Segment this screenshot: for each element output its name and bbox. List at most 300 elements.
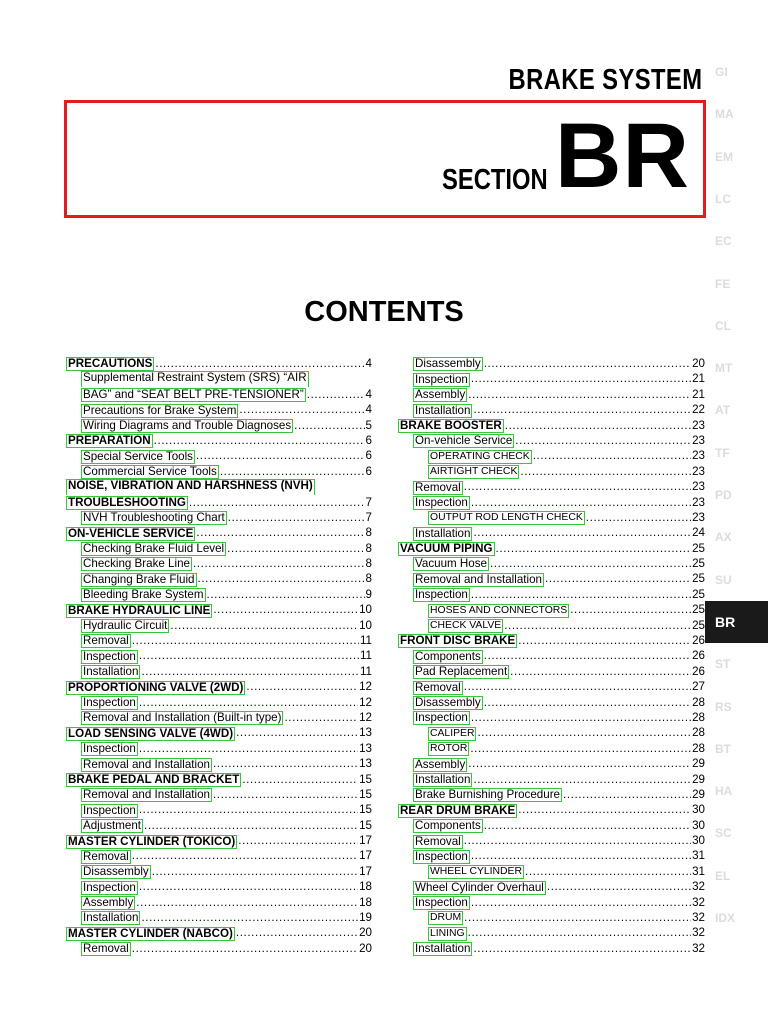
toc-page-number: 13 bbox=[359, 757, 372, 771]
toc-entry[interactable] bbox=[66, 648, 372, 663]
toc-entry[interactable] bbox=[398, 510, 705, 525]
toc-dot-leader bbox=[586, 510, 691, 525]
toc-entry[interactable] bbox=[398, 571, 705, 586]
section-tab-fe[interactable]: FE bbox=[715, 276, 731, 291]
toc-entry-link[interactable]: Inspection bbox=[83, 880, 136, 894]
toc-entry-link[interactable]: NOISE, VIBRATION AND HARSHNESS (NVH) bbox=[66, 479, 315, 494]
toc-dot-leader bbox=[473, 402, 691, 417]
toc-dot-leader bbox=[471, 710, 691, 725]
toc-entry[interactable] bbox=[66, 925, 372, 940]
toc-entry-link[interactable]: CALIPER bbox=[430, 727, 475, 739]
toc-page-number: 21 bbox=[692, 387, 705, 401]
toc-entry-link[interactable]: VACUUM PIPING bbox=[400, 542, 493, 556]
toc-dot-leader bbox=[170, 618, 358, 633]
toc-entry-link[interactable]: Bleeding Brake System bbox=[83, 588, 204, 602]
section-tab-mt[interactable]: MT bbox=[715, 361, 733, 376]
toc-entry-link[interactable]: Checking Brake Fluid Level bbox=[83, 542, 225, 556]
toc-entry[interactable] bbox=[66, 710, 372, 725]
toc-dot-leader bbox=[504, 618, 691, 633]
toc-dot-leader bbox=[518, 802, 691, 817]
toc-page-number: 30 bbox=[692, 834, 705, 848]
toc-entry[interactable] bbox=[398, 879, 705, 894]
toc-page-number: 4 bbox=[365, 356, 372, 370]
toc-page-number: 23 bbox=[692, 480, 705, 494]
toc-entry[interactable] bbox=[398, 741, 705, 756]
toc-page-number: 25 bbox=[692, 557, 705, 571]
toc-page-number: 23 bbox=[692, 510, 705, 524]
toc-page-number: 15 bbox=[359, 787, 372, 801]
toc-entry-link[interactable]: LOAD SENSING VALVE (4WD) bbox=[68, 726, 234, 740]
toc-entry[interactable] bbox=[66, 571, 372, 586]
toc-entry-link[interactable]: Inspection bbox=[83, 695, 136, 709]
toc-dot-leader bbox=[213, 756, 358, 771]
toc-entry-link[interactable]: LINING bbox=[430, 927, 465, 939]
toc-entry-link[interactable]: PRECAUTIONS bbox=[68, 357, 153, 371]
toc-entry-link[interactable]: AIRTIGHT CHECK bbox=[430, 466, 518, 478]
toc-entry-link[interactable]: ROTOR bbox=[430, 743, 468, 755]
toc-page-number: 28 bbox=[692, 726, 705, 740]
toc-entry[interactable] bbox=[398, 787, 705, 802]
toc-page-number: 9 bbox=[365, 587, 372, 601]
toc-page-number: 5 bbox=[365, 418, 372, 432]
toc-entry-link[interactable]: TROUBLESHOOTING bbox=[68, 495, 186, 509]
toc-entry-link[interactable]: NVH Troubleshooting Chart bbox=[83, 511, 225, 525]
toc-entry-link[interactable]: Inspection bbox=[83, 649, 136, 663]
toc-dot-leader bbox=[139, 695, 358, 710]
toc-entry-link[interactable]: Installation bbox=[83, 911, 139, 925]
toc-entry-link[interactable]: BAG” and “SEAT BELT PRE-TENSIONER” bbox=[83, 388, 304, 402]
toc-dot-leader bbox=[518, 633, 691, 648]
toc-page-number: 25 bbox=[692, 603, 705, 617]
section-tab-st[interactable]: ST bbox=[715, 657, 731, 672]
toc-entry-link[interactable]: Vacuum Hose bbox=[415, 557, 487, 571]
toc-dot-leader bbox=[473, 941, 691, 956]
toc-dot-leader bbox=[470, 741, 691, 756]
toc-entry[interactable] bbox=[66, 495, 372, 510]
section-tab-sc[interactable]: SC bbox=[715, 826, 732, 841]
toc-entry[interactable] bbox=[398, 864, 705, 879]
toc-page-number: 12 bbox=[359, 710, 372, 724]
toc-page-number: 10 bbox=[359, 603, 372, 617]
toc-entry[interactable] bbox=[398, 772, 705, 787]
toc-dot-leader bbox=[471, 895, 691, 910]
toc-dot-leader bbox=[471, 587, 691, 602]
toc-entry[interactable] bbox=[66, 818, 372, 833]
toc-entry[interactable] bbox=[66, 602, 372, 617]
toc-entry[interactable] bbox=[398, 849, 705, 864]
toc-page-number: 23 bbox=[692, 418, 705, 432]
toc-page-number: 21 bbox=[692, 372, 705, 386]
toc-entry[interactable] bbox=[66, 541, 372, 556]
toc-dot-leader bbox=[471, 848, 691, 863]
toc-entry-link[interactable]: Inspection bbox=[83, 742, 136, 756]
toc-entry[interactable] bbox=[398, 802, 705, 817]
toc-page-number: 29 bbox=[692, 757, 705, 771]
toc-entry-link[interactable]: Special Service Tools bbox=[83, 449, 193, 463]
section-tab-idx[interactable]: IDX bbox=[715, 911, 736, 925]
toc-entry-link[interactable]: WHEEL CYLINDER bbox=[430, 866, 522, 878]
section-tab-lc[interactable]: LC bbox=[715, 191, 731, 206]
toc-entry[interactable] bbox=[66, 479, 372, 494]
toc-entry[interactable] bbox=[398, 664, 705, 679]
toc-entry[interactable] bbox=[398, 618, 705, 633]
toc-entry[interactable] bbox=[398, 556, 705, 571]
toc-entry[interactable] bbox=[66, 633, 372, 648]
toc-entry[interactable] bbox=[398, 833, 705, 848]
toc-entry[interactable] bbox=[66, 772, 372, 787]
toc-entry-link[interactable]: Inspection bbox=[415, 896, 468, 910]
section-tab-ec[interactable]: EC bbox=[715, 234, 732, 249]
toc-entry-link[interactable]: On-vehicle Service bbox=[415, 434, 513, 448]
toc-entry[interactable] bbox=[398, 433, 705, 448]
toc-dot-leader bbox=[196, 525, 364, 540]
toc-page-number: 26 bbox=[692, 634, 705, 648]
toc-page-number: 30 bbox=[692, 803, 705, 817]
toc-dot-leader bbox=[220, 464, 365, 479]
toc-entry[interactable] bbox=[66, 895, 372, 910]
toc-entry[interactable] bbox=[66, 787, 372, 802]
toc-entry-link[interactable]: Disassembly bbox=[415, 695, 481, 709]
toc-dot-leader bbox=[473, 772, 691, 787]
toc-entry[interactable] bbox=[398, 695, 705, 710]
section-tab-br[interactable]: BR bbox=[705, 601, 768, 643]
section-tab-ha[interactable]: HA bbox=[715, 784, 733, 799]
toc-dot-leader bbox=[484, 648, 691, 663]
toc-entry[interactable] bbox=[398, 679, 705, 694]
toc-entry[interactable] bbox=[398, 525, 705, 540]
section-tab-cl[interactable]: CL bbox=[715, 318, 731, 333]
toc-entry-link[interactable]: HOSES AND CONNECTORS bbox=[430, 604, 568, 616]
toc-entry-link[interactable]: Supplemental Restraint System (SRS) “AIR bbox=[81, 371, 309, 386]
toc-dot-leader bbox=[525, 864, 691, 879]
toc-page-number: 4 bbox=[365, 387, 372, 401]
toc-entry[interactable] bbox=[66, 802, 372, 817]
toc-dot-leader bbox=[520, 464, 691, 479]
toc-dot-leader bbox=[284, 710, 358, 725]
toc-entry[interactable] bbox=[398, 479, 705, 494]
toc-entry-link[interactable]: Installation bbox=[83, 665, 139, 679]
toc-page-number: 8 bbox=[365, 572, 372, 586]
section-tab-em[interactable]: EM bbox=[715, 149, 733, 164]
toc-page-number: 15 bbox=[359, 818, 372, 832]
toc-page-number: 17 bbox=[359, 834, 372, 848]
toc-entry[interactable] bbox=[66, 941, 372, 956]
toc-dot-leader bbox=[510, 664, 691, 679]
toc-dot-leader bbox=[242, 772, 358, 787]
toc-entry-link[interactable]: Brake Burnishing Procedure bbox=[415, 788, 561, 802]
toc-entry-link[interactable]: PROPORTIONING VALVE (2WD) bbox=[68, 680, 244, 694]
toc-page-number: 27 bbox=[692, 680, 705, 694]
toc-dot-leader bbox=[547, 879, 691, 894]
toc-page-number: 20 bbox=[359, 926, 372, 940]
toc-entry-link[interactable]: OUTPUT ROD LENGTH CHECK bbox=[430, 512, 583, 524]
toc-page-number: 25 bbox=[692, 541, 705, 555]
toc-dot-leader bbox=[473, 525, 691, 540]
toc-entry[interactable] bbox=[398, 418, 705, 433]
toc-entry-link[interactable]: FRONT DISC BRAKE bbox=[400, 634, 516, 648]
toc-dot-leader bbox=[139, 879, 358, 894]
toc-entry[interactable] bbox=[66, 849, 372, 864]
toc-dot-leader bbox=[505, 418, 691, 433]
toc-entry-link[interactable]: Adjustment bbox=[83, 819, 141, 833]
toc-entry[interactable] bbox=[66, 387, 372, 402]
contents-heading: CONTENTS bbox=[304, 296, 464, 328]
toc-entry[interactable] bbox=[66, 510, 372, 525]
toc-page-number: 26 bbox=[692, 664, 705, 678]
toc-dot-leader bbox=[152, 864, 358, 879]
toc-entry-link[interactable]: BRAKE HYDRAULIC LINE bbox=[68, 603, 211, 617]
toc-page-number: 29 bbox=[692, 772, 705, 786]
toc-dot-leader bbox=[246, 679, 358, 694]
toc-dot-leader bbox=[139, 648, 359, 663]
toc-entry-link[interactable]: Installation bbox=[415, 526, 471, 540]
toc-page-number: 23 bbox=[692, 464, 705, 478]
toc-entry-link[interactable]: Commercial Service Tools bbox=[83, 465, 217, 479]
toc-entry[interactable] bbox=[66, 371, 372, 386]
toc-entry[interactable] bbox=[398, 925, 705, 940]
toc-entry[interactable] bbox=[398, 541, 705, 556]
toc-entry-link[interactable]: Removal bbox=[83, 849, 129, 863]
toc-dot-leader bbox=[471, 371, 691, 386]
toc-entry-link[interactable]: Hydraulic Circuit bbox=[83, 619, 168, 633]
toc-entry[interactable] bbox=[398, 756, 705, 771]
toc-entry[interactable] bbox=[66, 448, 372, 463]
toc-dot-leader bbox=[545, 571, 691, 586]
toc-page-number: 11 bbox=[359, 634, 372, 648]
toc-entry[interactable] bbox=[66, 433, 372, 448]
toc-entry[interactable] bbox=[66, 879, 372, 894]
toc-entry-link[interactable]: MASTER CYLINDER (NABCO) bbox=[68, 926, 233, 940]
toc-dot-leader bbox=[464, 833, 691, 848]
toc-entry-link[interactable]: OPERATING CHECK bbox=[430, 450, 530, 462]
toc-entry[interactable] bbox=[398, 941, 705, 956]
toc-page-number: 25 bbox=[692, 587, 705, 601]
toc-entry[interactable] bbox=[66, 664, 372, 679]
toc-page-number: 25 bbox=[692, 618, 705, 632]
toc-dot-leader bbox=[207, 587, 365, 602]
toc-entry-link[interactable]: Removal and Installation bbox=[83, 788, 210, 802]
toc-entry-link[interactable]: Inspection bbox=[415, 849, 468, 863]
toc-entry-link[interactable]: CHECK VALVE bbox=[430, 620, 502, 632]
toc-entry[interactable] bbox=[66, 587, 372, 602]
section-tab-su[interactable]: SU bbox=[715, 572, 732, 587]
toc-dot-leader bbox=[464, 679, 691, 694]
toc-dot-leader bbox=[238, 833, 358, 848]
toc-page-number: 6 bbox=[365, 449, 372, 463]
toc-entry-link[interactable]: Disassembly bbox=[415, 357, 481, 371]
section-index-tabs bbox=[705, 0, 768, 1024]
toc-page-number: 23 bbox=[692, 433, 705, 447]
toc-dot-leader bbox=[213, 602, 358, 617]
toc-entry-link[interactable]: DRUM bbox=[430, 912, 462, 924]
toc-dot-leader bbox=[155, 356, 364, 371]
toc-page-number: 23 bbox=[692, 449, 705, 463]
toc-entry-link[interactable]: Installation bbox=[415, 403, 471, 417]
toc-page-number: 13 bbox=[359, 726, 372, 740]
toc-entry-link[interactable]: ON-VEHICLE SERVICE bbox=[68, 526, 194, 540]
toc-entry[interactable] bbox=[66, 725, 372, 740]
toc-page-number: 7 bbox=[365, 495, 372, 509]
toc-dot-leader bbox=[227, 541, 364, 556]
toc-entry-link[interactable]: Inspection bbox=[415, 495, 468, 509]
toc-entry-link[interactable]: Removal bbox=[415, 480, 461, 494]
section-tab-at[interactable]: AT bbox=[715, 403, 731, 418]
toc-entry[interactable] bbox=[66, 618, 372, 633]
toc-entry[interactable] bbox=[398, 818, 705, 833]
toc-page-number: 8 bbox=[365, 526, 372, 540]
toc-entry-link[interactable]: REAR DRUM BRAKE bbox=[400, 803, 516, 817]
toc-dot-leader bbox=[154, 433, 365, 448]
section-tab-gi[interactable]: GI bbox=[715, 65, 728, 79]
toc-entry[interactable] bbox=[66, 695, 372, 710]
toc-dot-leader bbox=[464, 479, 691, 494]
toc-entry[interactable] bbox=[398, 495, 705, 510]
section-tab-tf[interactable]: TF bbox=[715, 445, 730, 460]
toc-entry[interactable] bbox=[66, 464, 372, 479]
section-tab-bt[interactable]: BT bbox=[715, 741, 731, 756]
toc-entry[interactable] bbox=[66, 741, 372, 756]
toc-page-number: 23 bbox=[692, 495, 705, 509]
toc-dot-leader bbox=[490, 556, 691, 571]
toc-entry[interactable] bbox=[398, 448, 705, 463]
toc-dot-leader bbox=[132, 633, 359, 648]
toc-entry[interactable] bbox=[66, 418, 372, 433]
section-code: BR bbox=[555, 105, 690, 207]
toc-dot-leader bbox=[533, 448, 691, 463]
toc-page-number: 12 bbox=[359, 695, 372, 709]
toc-entry-link[interactable]: Removal bbox=[83, 634, 129, 648]
toc-entry[interactable] bbox=[398, 371, 705, 386]
section-tab-rs[interactable]: RS bbox=[715, 699, 732, 714]
section-tab-pd[interactable]: PD bbox=[715, 488, 732, 502]
toc-entry[interactable] bbox=[398, 464, 705, 479]
toc-dot-leader bbox=[196, 448, 365, 463]
toc-dot-leader bbox=[213, 787, 358, 802]
toc-entry-link[interactable]: Precautions for Brake System bbox=[83, 403, 237, 417]
toc-entry-link[interactable]: Changing Brake Fluid bbox=[83, 572, 195, 586]
toc-entry[interactable] bbox=[398, 587, 705, 602]
toc-entry-link[interactable]: Removal bbox=[415, 834, 461, 848]
toc-dot-leader bbox=[139, 802, 358, 817]
toc-entry-link[interactable]: Assembly bbox=[415, 757, 466, 771]
toc-page-number: 13 bbox=[359, 741, 372, 755]
toc-dot-leader bbox=[471, 495, 691, 510]
toc-page-number: 17 bbox=[359, 864, 372, 878]
toc-entry-link[interactable]: Inspection bbox=[415, 588, 468, 602]
toc-entry[interactable] bbox=[398, 895, 705, 910]
toc-entry[interactable] bbox=[66, 864, 372, 879]
toc-entry-link[interactable]: Removal bbox=[415, 680, 461, 694]
toc-entry-link[interactable]: Assembly bbox=[415, 388, 466, 402]
toc-page-number: 20 bbox=[692, 356, 705, 370]
toc-entry-link[interactable]: Inspection bbox=[415, 372, 468, 386]
toc-page-number: 24 bbox=[692, 526, 705, 540]
toc-page-number: 4 bbox=[365, 403, 372, 417]
toc-entry[interactable] bbox=[398, 602, 705, 617]
toc-entry-link[interactable]: Removal and Installation bbox=[415, 572, 542, 586]
toc-entry-link[interactable]: Components bbox=[415, 819, 481, 833]
toc-entry[interactable] bbox=[398, 387, 705, 402]
toc-dot-leader bbox=[144, 818, 358, 833]
toc-dot-leader bbox=[563, 787, 691, 802]
toc-dot-leader bbox=[236, 925, 358, 940]
toc-entry[interactable] bbox=[66, 356, 372, 371]
toc-entry-link[interactable]: Assembly bbox=[83, 896, 134, 910]
toc-entry-link[interactable]: Inspection bbox=[83, 803, 136, 817]
toc-entry-link[interactable]: BRAKE PEDAL AND BRACKET bbox=[68, 772, 240, 786]
toc-entry[interactable] bbox=[66, 910, 372, 925]
toc-dot-leader bbox=[468, 387, 691, 402]
toc-entry[interactable] bbox=[398, 648, 705, 663]
toc-entry-link[interactable]: Installation bbox=[415, 942, 471, 956]
toc-page-number: 26 bbox=[692, 649, 705, 663]
toc-page-number: 28 bbox=[692, 695, 705, 709]
toc-entry[interactable] bbox=[398, 710, 705, 725]
toc-entry[interactable] bbox=[398, 356, 705, 371]
toc-page-number: 31 bbox=[692, 864, 705, 878]
toc-page-number: 22 bbox=[692, 403, 705, 417]
toc-entry[interactable] bbox=[66, 402, 372, 417]
toc-entry-link[interactable]: Disassembly bbox=[83, 865, 149, 879]
toc-entry-link[interactable]: Removal bbox=[83, 942, 129, 956]
toc-dot-leader bbox=[132, 941, 358, 956]
toc-entry-link[interactable]: Checking Brake Line bbox=[83, 557, 190, 571]
toc-entry[interactable] bbox=[66, 525, 372, 540]
toc-dot-leader bbox=[477, 725, 691, 740]
toc-entry[interactable] bbox=[66, 756, 372, 771]
toc-page-number: 25 bbox=[692, 572, 705, 586]
page-title: BRAKE SYSTEM bbox=[508, 64, 702, 96]
toc-page-number: 29 bbox=[692, 787, 705, 801]
toc-entry[interactable] bbox=[398, 633, 705, 648]
toc-entry[interactable] bbox=[66, 679, 372, 694]
toc-dot-leader bbox=[239, 402, 364, 417]
toc-dot-leader bbox=[141, 664, 359, 679]
toc-entry-link[interactable]: BRAKE BOOSTER bbox=[400, 418, 502, 432]
toc-entry-link[interactable]: MASTER CYLINDER (TOKICO) bbox=[68, 834, 236, 848]
toc-dot-leader bbox=[570, 602, 691, 617]
section-label: SECTION bbox=[442, 164, 548, 196]
toc-entry[interactable] bbox=[398, 402, 705, 417]
toc-dot-leader bbox=[468, 756, 691, 771]
toc-entry[interactable] bbox=[398, 910, 705, 925]
section-tab-el[interactable]: EL bbox=[715, 868, 731, 883]
toc-dot-leader bbox=[228, 510, 365, 525]
toc-page-number: 12 bbox=[359, 680, 372, 694]
toc-column-left bbox=[66, 356, 372, 956]
toc-entry-link[interactable]: Removal and Installation bbox=[83, 757, 210, 771]
toc-page-number: 30 bbox=[692, 818, 705, 832]
toc-entry-link[interactable]: Wiring Diagrams and Trouble Diagnoses bbox=[83, 418, 292, 432]
toc-page-number: 8 bbox=[365, 557, 372, 571]
toc-entry[interactable] bbox=[66, 556, 372, 571]
toc-entry-link[interactable]: Pad Replacement bbox=[415, 665, 508, 679]
toc-page-number: 6 bbox=[365, 464, 372, 478]
toc-entry-link[interactable]: Inspection bbox=[415, 711, 468, 725]
toc-entry-link[interactable]: Components bbox=[415, 649, 481, 663]
toc-entry-link[interactable]: Installation bbox=[415, 772, 471, 786]
toc-dot-leader bbox=[236, 725, 358, 740]
toc-entry-link[interactable]: PREPARATION bbox=[68, 434, 151, 448]
toc-page-number: 8 bbox=[365, 541, 372, 555]
toc-entry[interactable] bbox=[398, 725, 705, 740]
toc-page-number: 15 bbox=[359, 803, 372, 817]
toc-entry[interactable] bbox=[66, 833, 372, 848]
toc-entry-link[interactable]: Wheel Cylinder Overhaul bbox=[415, 880, 544, 894]
section-tab-ax[interactable]: AX bbox=[715, 530, 732, 545]
toc-entry-link[interactable]: Removal and Installation (Built-in type) bbox=[83, 711, 282, 725]
section-tab-ma[interactable]: MA bbox=[715, 107, 734, 122]
